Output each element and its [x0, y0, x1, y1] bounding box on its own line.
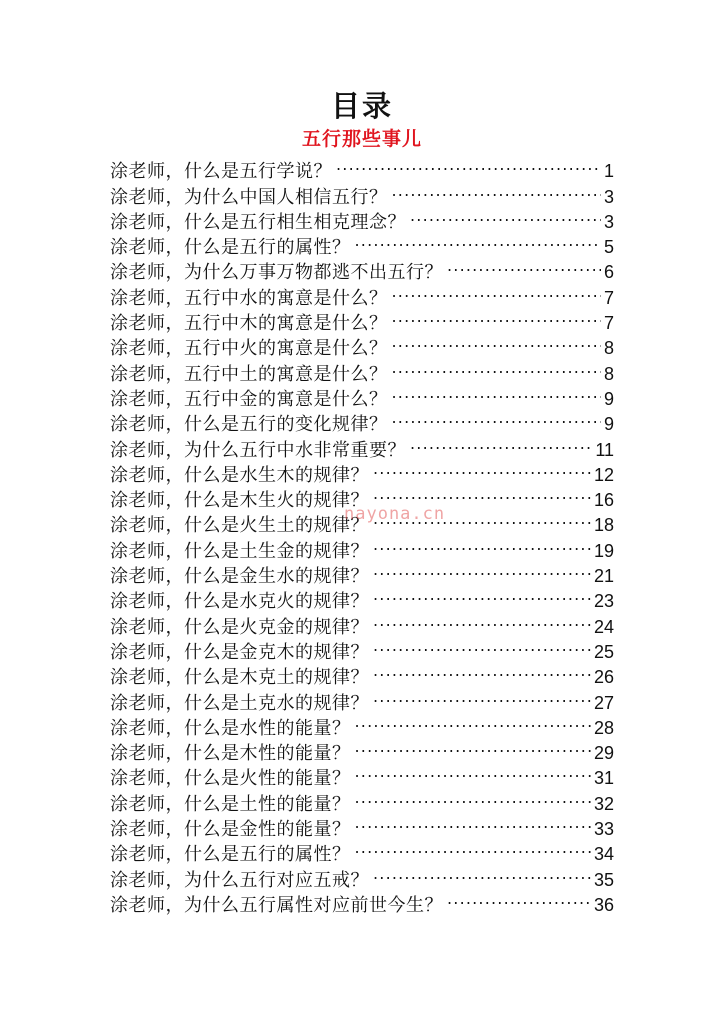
toc-entry-page-number: 28	[593, 717, 614, 738]
watermark: nayona.cn	[344, 504, 446, 524]
toc-dot-leader	[373, 683, 591, 708]
toc-entry-page-number: 6	[603, 262, 614, 283]
toc-entry-page-number: 8	[603, 338, 614, 359]
toc-entry-page-number: 16	[593, 490, 614, 511]
toc-dot-leader	[392, 329, 601, 354]
toc-entry-label: 涂老师，五行中水的寓意是什么？	[110, 287, 388, 309]
toc-entry-page-number: 26	[593, 667, 614, 688]
table-of-contents	[110, 152, 614, 916]
toc-entry-label: 涂老师，什么是金生水的规律？	[110, 566, 369, 588]
toc-entry-label: 涂老师，什么是土克水的规律？	[110, 692, 369, 714]
toc-dot-leader	[373, 658, 591, 683]
toc-entry-page-number: 1	[603, 161, 614, 182]
toc-entry-label: 涂老师，五行中土的寓意是什么？	[110, 363, 388, 385]
toc-dot-leader	[355, 784, 591, 809]
toc-entry-page-number: 12	[593, 464, 614, 485]
toc-dot-leader	[410, 203, 601, 228]
toc-entry-label: 涂老师，为什么五行中水非常重要？	[110, 439, 406, 461]
toc-dot-leader	[373, 607, 591, 632]
toc-entry-label: 涂老师，什么是木生火的规律？	[110, 490, 369, 512]
toc-dot-leader	[355, 228, 601, 253]
toc-dot-leader	[373, 531, 591, 556]
toc-dot-leader	[392, 405, 601, 430]
toc-entry-page-number: 11	[595, 439, 614, 460]
toc-dot-leader	[355, 734, 591, 759]
toc-dot-leader	[355, 810, 591, 835]
toc-entry-page-number: 3	[603, 186, 614, 207]
toc-entry-page-number: 23	[593, 591, 614, 612]
toc-entry-label: 涂老师，什么是土生金的规律？	[110, 540, 369, 562]
toc-entry-page-number: 9	[603, 388, 614, 409]
toc-dot-leader	[373, 633, 591, 658]
toc-entry-label: 涂老师，什么是木性的能量？	[110, 743, 351, 765]
toc-entry-label: 涂老师，什么是金克木的规律？	[110, 641, 369, 663]
toc-entry-label: 涂老师，什么是五行的属性？	[110, 844, 351, 866]
toc-dot-leader	[373, 860, 591, 885]
toc-dot-leader	[447, 886, 591, 911]
toc-dot-leader	[373, 582, 591, 607]
toc-dot-leader	[355, 709, 591, 734]
toc-entry-label: 涂老师，五行中金的寓意是什么？	[110, 388, 388, 410]
toc-entry-label: 涂老师，为什么万事万物都逃不出五行？	[110, 262, 443, 284]
toc-entry-label: 涂老师，为什么中国人相信五行？	[110, 186, 388, 208]
toc-entry-label: 涂老师，什么是五行相生相克理念？	[110, 211, 406, 233]
toc-entry-page-number: 7	[603, 287, 614, 308]
toc-entry-label: 涂老师，五行中木的寓意是什么？	[110, 313, 388, 335]
toc-entry-label: 涂老师，为什么五行对应五戒？	[110, 869, 369, 891]
toc-dot-leader	[392, 278, 601, 303]
toc-entry-label: 涂老师，什么是水克火的规律？	[110, 591, 369, 613]
toc-entry-label: 涂老师，五行中火的寓意是什么？	[110, 338, 388, 360]
toc-dot-leader	[392, 380, 601, 405]
toc-dot-leader	[336, 152, 601, 177]
toc-dot-leader	[373, 557, 591, 582]
toc-dot-leader	[355, 759, 591, 784]
toc-entry-page-number: 25	[593, 641, 614, 662]
toc-entry-label: 涂老师，什么是五行学说？	[110, 161, 332, 183]
toc-dot-leader	[392, 177, 601, 202]
toc-entry-label: 涂老师，什么是五行的属性？	[110, 237, 351, 259]
toc-entry-page-number: 8	[603, 363, 614, 384]
toc-entry-page-number: 18	[593, 515, 614, 536]
toc-entry-page-number: 35	[593, 869, 614, 890]
toc-entry-page-number: 24	[593, 616, 614, 637]
toc-entry-page-number: 27	[593, 692, 614, 713]
toc-entry-page-number: 36	[593, 894, 614, 915]
page-title: 目录	[330, 89, 393, 123]
toc-entry-label: 涂老师，什么是水生木的规律？	[110, 464, 369, 486]
toc-entry-page-number: 21	[593, 566, 614, 587]
toc-entry-page-number: 29	[593, 743, 614, 764]
toc-entry-label: 涂老师，什么是水性的能量？	[110, 717, 351, 739]
toc-dot-leader	[447, 253, 601, 278]
toc-entry-page-number: 34	[593, 844, 614, 865]
toc-entry-page-number: 7	[603, 313, 614, 334]
toc-entry-label: 涂老师，什么是金性的能量？	[110, 819, 351, 841]
toc-entry[interactable]	[110, 152, 614, 183]
toc-entry-label: 涂老师，什么是火克金的规律？	[110, 616, 369, 638]
toc-entry-label: 涂老师，什么是五行的变化规律？	[110, 414, 388, 436]
toc-dot-leader	[392, 304, 601, 329]
toc-dot-leader	[373, 481, 591, 506]
toc-entry-page-number: 33	[593, 819, 614, 840]
toc-entry-page-number: 9	[603, 414, 614, 435]
toc-entry-page-number: 31	[593, 768, 614, 789]
toc-entry-page-number: 5	[603, 237, 614, 258]
toc-dot-leader	[410, 430, 592, 455]
toc-dot-leader	[355, 835, 591, 860]
toc-entry-label: 涂老师，什么是火生土的规律？	[110, 515, 369, 537]
toc-entry-page-number: 32	[593, 793, 614, 814]
toc-entry-label: 涂老师，什么是土性的能量？	[110, 793, 351, 815]
toc-entry-label: 涂老师，什么是火性的能量？	[110, 768, 351, 790]
toc-entry-label: 涂老师，什么是木克土的规律？	[110, 667, 369, 689]
toc-dot-leader	[392, 354, 601, 379]
toc-entry-page-number: 3	[603, 211, 614, 232]
toc-dot-leader	[373, 456, 591, 481]
page-subtitle: 五行那些事儿	[301, 128, 422, 150]
toc-entry-label: 涂老师，为什么五行属性对应前世今生？	[110, 894, 443, 916]
toc-entry-page-number: 19	[593, 540, 614, 561]
